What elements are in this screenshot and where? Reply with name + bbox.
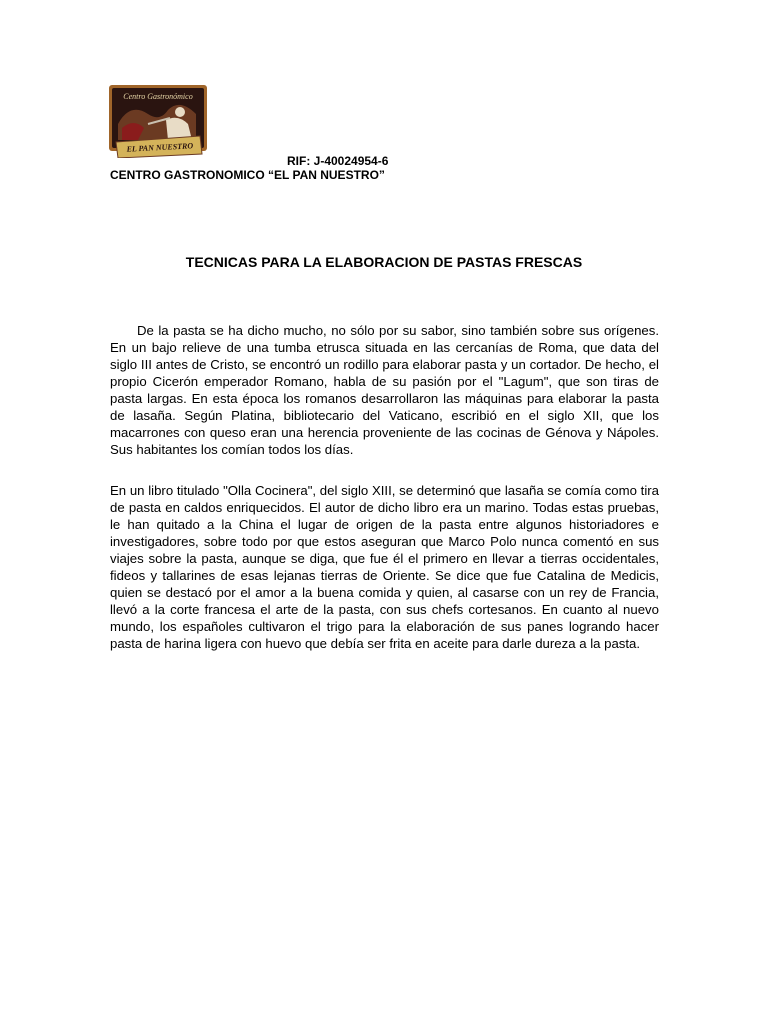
logo-banner-text: EL PAN NUESTRO [126, 141, 194, 154]
logo-figure-head [175, 107, 185, 117]
document-title: TECNICAS PARA LA ELABORACION DE PASTAS FRESCAS [185, 254, 583, 270]
logo-top-text: Centro Gastronómico [123, 92, 193, 101]
restaurant-logo-icon [108, 84, 208, 158]
organization-name: CENTRO GASTRONOMICO “EL PAN NUESTRO” [110, 168, 385, 182]
paragraph-2: En un libro titulado "Olla Cocinera", del siglo XIII, se determinó que lasaña se comía como tira de pasta en caldos enriquecidos. El autor de dicho libro era un marino. Todas estas pruebas, le han quitado a la China el lugar de origen de la pasta entre algunos historiadores e investigadores, sobre todo por que estos aseguran que Marco Polo nunca comentó en sus viajes sobre la pasta, aunque se diga, que fue él el primero en llevar a tierras occidentales, fideos y tallarines de esas lejanas tierras de Oriente. Se dice que fue Catalina de Medicis, quien se destacó por el amor a la buena comida y quien, al casarse con un rey de Francia, llevó a la corte francesa el arte de la pasta, con sus chefs cortesanos. En cuanto al nuevo mundo, los españoles cultivaron el trigo para la elaboración de sus panes logrando hacer pasta de harina ligera con huevo que debía ser frita en aceite para darle dureza a la pasta. [110, 483, 659, 651]
rif-number: RIF: J-40024954-6 [287, 154, 389, 168]
paragraph-1: De la pasta se ha dicho mucho, no sólo por su sabor, sino también sobre sus orígenes. En un bajo relieve de una tumba etrusca situada en las cercanías de Roma, que data del siglo III antes de Cristo, se encontró un rodillo para elaborar pasta y un cortador. De hecho, el propio Cicerón emperador Romano, habla de su pasión por el "Lagum", que son tiras de pasta largas. En esta época los romanos desarrollaron las máquinas para elaborar la pasta de lasaña. Según Platina, bibliotecario del Vaticano, escribió en el siglo XII, que los macarrones con queso eran una herencia proveniente de las cocinas de Génova y Nápoles. Sus habitantes los comían todos los días. [110, 323, 659, 457]
